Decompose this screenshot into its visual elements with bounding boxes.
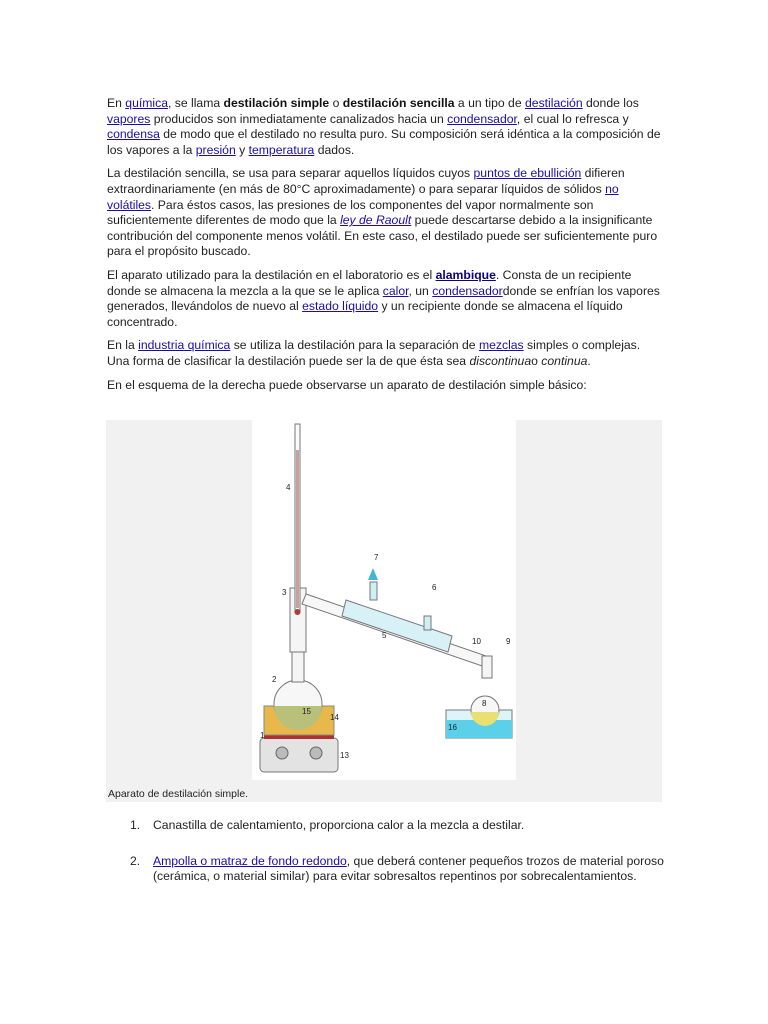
inline-link[interactable]: destilación	[525, 96, 583, 110]
inline-link[interactable]: puntos de ebullición	[473, 166, 582, 181]
text-run: , el cual lo refresca y	[516, 111, 629, 126]
inline-link[interactable]: condensa	[107, 127, 160, 142]
receiver-adapter	[482, 656, 492, 678]
inline-link[interactable]: presión	[195, 142, 236, 157]
bold-term: destilación simple	[223, 96, 330, 110]
text-run: o	[329, 96, 343, 110]
list-number: 1.	[130, 818, 141, 832]
inline-link[interactable]: vapores	[107, 111, 151, 126]
numbered-list	[130, 818, 670, 905]
label-4: 4	[286, 483, 291, 492]
italic-term: continua	[541, 353, 588, 368]
text-run: En	[107, 96, 126, 110]
thermometer-column	[296, 450, 299, 608]
label-3: 3	[282, 588, 287, 597]
paragraph	[107, 378, 662, 394]
text-run: Canastilla de calentamiento, proporciona calor a la mezcla a destilar.	[153, 818, 525, 832]
knob-icon	[310, 747, 322, 759]
inline-link[interactable]: mezclas	[478, 338, 524, 353]
distillation-apparatus-illustration	[252, 420, 516, 780]
inline-link[interactable]: alambique	[435, 267, 496, 282]
inline-link[interactable]: industria química	[138, 338, 231, 353]
label-10: 10	[472, 637, 481, 646]
inline-link[interactable]: condensador	[447, 111, 517, 126]
paragraph	[107, 338, 662, 369]
text-run: simples o complejas. Una forma de clasificar la destilación puede ser la de que ésta sea	[107, 338, 641, 368]
label-5: 5	[382, 631, 387, 640]
inline-link[interactable]: Ampolla o matraz de fondo redondo	[153, 853, 347, 868]
text-run: producidos son inmediatamente canalizados hacia un	[150, 111, 448, 126]
text-run: puede descartarse debido a la insignificante contribución del componente menos volátil. En este caso, el destilado puede ser suficientemente puro para el propósito buscado.	[107, 213, 658, 259]
label-2: 2	[272, 675, 277, 684]
label-9: 9	[506, 637, 511, 646]
text-run: , un	[408, 283, 433, 298]
text-run: El aparato utilizado para la destilación en el laboratorio es el	[107, 267, 436, 282]
paragraph	[107, 268, 662, 330]
article-body	[107, 96, 662, 401]
inline-link[interactable]: estado líquido	[302, 299, 379, 314]
label-7: 7	[374, 553, 379, 562]
water-inlet	[424, 616, 431, 630]
text-run: y	[235, 142, 249, 157]
inline-link[interactable]: química	[125, 96, 168, 110]
label-1: 1	[260, 731, 265, 740]
text-run: difieren extraordinariamente (en más de 80°C aproximadamente) o para separar líquidos de sólidos	[107, 166, 625, 196]
bold-term: destilación sencilla	[342, 96, 455, 110]
label-6: 6	[432, 583, 437, 592]
text-run: .	[587, 353, 591, 368]
heating-element	[264, 735, 334, 739]
text-run: . Consta de un recipiente donde se almacena la mezcla a la que se le aplica	[107, 267, 632, 298]
paragraph	[107, 166, 662, 260]
text-run: a un tipo de	[454, 96, 526, 110]
text-run: En la	[107, 338, 139, 353]
water-outlet	[370, 582, 377, 600]
inline-link[interactable]: no volátiles	[107, 181, 619, 212]
inline-link[interactable]: ley de Raoult	[340, 213, 412, 228]
distillation-diagram	[252, 420, 516, 780]
text-run: y un recipiente donde se almacena el líquido concentrado.	[107, 299, 623, 329]
figure-caption: Aparato de destilación simple.	[108, 788, 249, 800]
list-number: 2.	[130, 853, 141, 868]
flask-neck	[292, 652, 304, 682]
text-run: , se llama	[167, 96, 224, 110]
figure	[106, 420, 662, 802]
italic-term: discontinua	[469, 353, 532, 368]
label-16: 16	[448, 723, 457, 732]
text-run: En el esquema de la derecha puede observarse un aparato de destilación simple básico:	[107, 377, 587, 392]
label-14: 14	[330, 713, 339, 722]
paragraph	[107, 96, 662, 158]
text-run: donde los	[582, 96, 639, 110]
text-run: se utiliza la destilación para la separación de	[230, 338, 479, 353]
list-item	[130, 854, 670, 885]
inline-link[interactable]: condensador	[432, 283, 503, 298]
text-run: dados.	[314, 142, 355, 157]
hot-plate	[260, 738, 338, 772]
condenser-jacket	[342, 600, 452, 652]
label-15: 15	[302, 707, 311, 716]
inline-link[interactable]: calor	[382, 283, 409, 298]
text-run: . Para éstos casos, las presiones de los componentes del vapor normalmente son suficientemente diferentes de modo que la	[107, 197, 594, 228]
inline-link[interactable]: temperatura	[248, 142, 315, 157]
water-out-arrow-icon	[368, 568, 378, 580]
text-run: o	[531, 353, 542, 368]
label-8: 8	[482, 699, 487, 708]
knob-icon	[276, 747, 288, 759]
text-run: de modo que el destilado no resulta puro. Su composición será idéntica a la composición de los vapores a la	[107, 127, 661, 157]
list-item	[130, 818, 670, 834]
thermometer-bulb	[295, 609, 301, 615]
label-13: 13	[340, 751, 349, 760]
text-run: La destilación sencilla, se usa para separar aquellos líquidos cuyos	[107, 166, 474, 181]
text-run: donde se enfrían los vapores generados, llevándolos de nuevo al	[107, 283, 660, 314]
text-run: , que deberá contener pequeños trozos de material poroso (cerámica, o material similar) para evitar sobresaltos repentinos por sobrecalentamientos.	[153, 853, 664, 884]
